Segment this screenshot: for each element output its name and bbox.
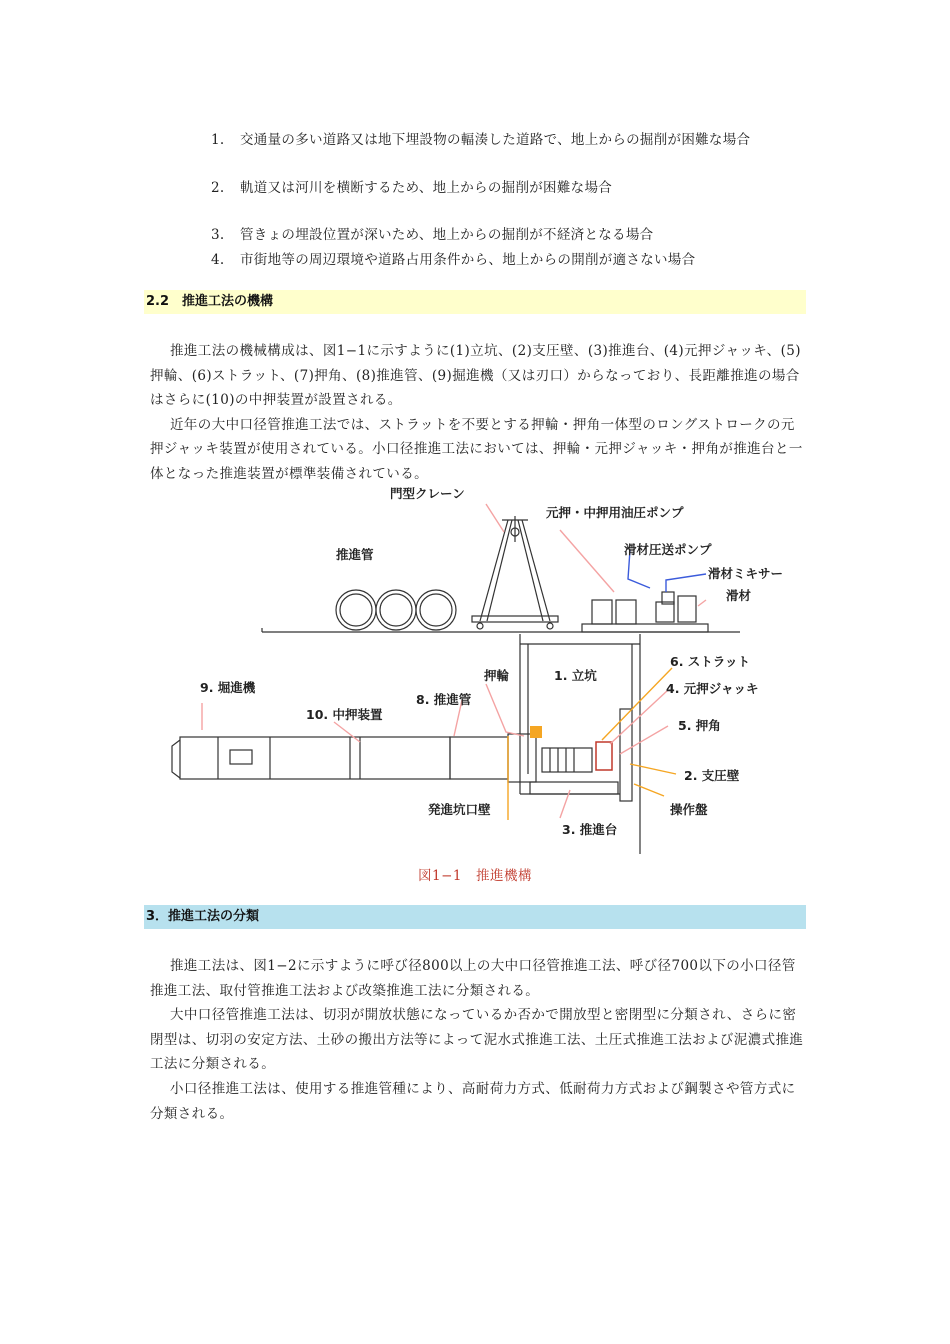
lube-pump — [656, 602, 674, 622]
label-tunneling-machine: 9. 堀進機 — [200, 680, 256, 695]
section-2-2-heading: 2.2 推進工法の機構 — [144, 290, 806, 314]
paragraph: 推進工法は、図1−2に示すように呼び径800以上の大中口径管推進工法、呼び径700以下の小口径管推進工法、取付管推進工法および改築推進工法に分類される。 — [150, 958, 796, 999]
jacking-platform — [530, 782, 618, 794]
jacking-mechanism-figure — [150, 484, 800, 859]
label-intermediate-jack: 10. 中押装置 — [306, 707, 383, 722]
main-jack — [596, 742, 612, 770]
condition-item-3: 3. 管きょの埋設位置が深いため、地上からの掘削が不経済となる場合 — [211, 227, 654, 243]
label-reaction-wall: 2. 支圧壁 — [684, 768, 740, 783]
label-shaft: 1. 立坑 — [554, 668, 597, 683]
section-3-body — [150, 954, 806, 1126]
label-pipe-8: 8. 推進管 — [416, 692, 472, 707]
figure-caption: 図1−1 推進機構 — [418, 868, 532, 884]
label-gantry-crane: 門型クレーン — [390, 486, 465, 501]
condition-item-2: 2. 軌道又は河川を横断するため、地上からの掘削が困難な場合 — [211, 180, 613, 196]
section-2-2-body — [150, 339, 806, 487]
label-push-angle: 5. 押角 — [678, 718, 721, 733]
push-ring — [530, 726, 542, 738]
pipe-circle — [336, 590, 376, 630]
label-jacking-pipes: 推進管 — [336, 547, 374, 562]
label-lube: 滑材 — [726, 588, 752, 603]
paragraph: 小口径推進工法は、使用する推進管種により、高耐荷力方式、低耐荷力方式および鋼製さや管方式に分類される。 — [150, 1080, 796, 1122]
condition-item-1: 1. 交通量の多い道路又は地下埋設物の輻湊した道路で、地上からの掘削が困難な場合 — [211, 132, 751, 148]
gantry-crane — [472, 516, 558, 629]
vertical-shaft — [520, 634, 640, 854]
section-3-heading: 3．推進工法の分類 — [144, 905, 806, 929]
reaction-wall — [620, 709, 632, 801]
paragraph: 推進工法の機械構成は、図1−1に示すように(1)立坑、(2)支圧壁、(3)推進台、(4)元押ジャッキ、(5)押輪、(6)ストラット、(7)押角、(8)推進管、(9)掘進機（又は刃口）からなっており、長距離推進の場合はさらに(10)の中押装置が設置される。 — [150, 343, 801, 409]
label-push-ring: 押輪 — [484, 668, 510, 683]
label-main-jack: 4. 元押ジャッキ — [666, 681, 759, 696]
label-lube-mixer: 滑材ミキサー — [708, 566, 784, 581]
pipe-circle — [376, 590, 416, 630]
lube-material — [678, 596, 696, 622]
label-lube-pump: 滑材圧送ポンプ — [624, 542, 712, 557]
condition-item-4: 4. 市街地等の周辺環境や道路占用条件から、地上からの開削が適さない場合 — [211, 252, 696, 268]
pipe-line — [172, 734, 592, 782]
label-hydraulic-pump: 元押・中押用油圧ポンプ — [546, 505, 684, 520]
label-control-panel: 操作盤 — [670, 802, 708, 817]
paragraph: 大中口径管推進工法は、切羽が開放状態になっているか否かで開放型と密閉型に分類され、さらに密閉型は、切羽の安定方法、土砂の搬出方法等によって泥水式推進工法、土圧式推進工法および泥濃式推進工法に分類される。 — [150, 1007, 804, 1073]
tunnel-pipe — [180, 737, 450, 779]
paragraph: 近年の大中口径管推進工法では、ストラットを不要とする押輪・押角一体型のロングストロークの元押ジャッキ装置が使用されている。小口径推進工法においては、押輪・元押ジャッキ・押角が推進台と一体となった推進装置が標準装備されている。 — [150, 416, 803, 482]
label-jacking-platform: 3. 推進台 — [562, 822, 618, 837]
label-launch-wall: 発進坑口壁 — [428, 802, 491, 817]
hydraulic-pump — [592, 600, 612, 624]
label-strut: 6. ストラット — [670, 654, 751, 669]
pipe-circle — [416, 590, 456, 630]
